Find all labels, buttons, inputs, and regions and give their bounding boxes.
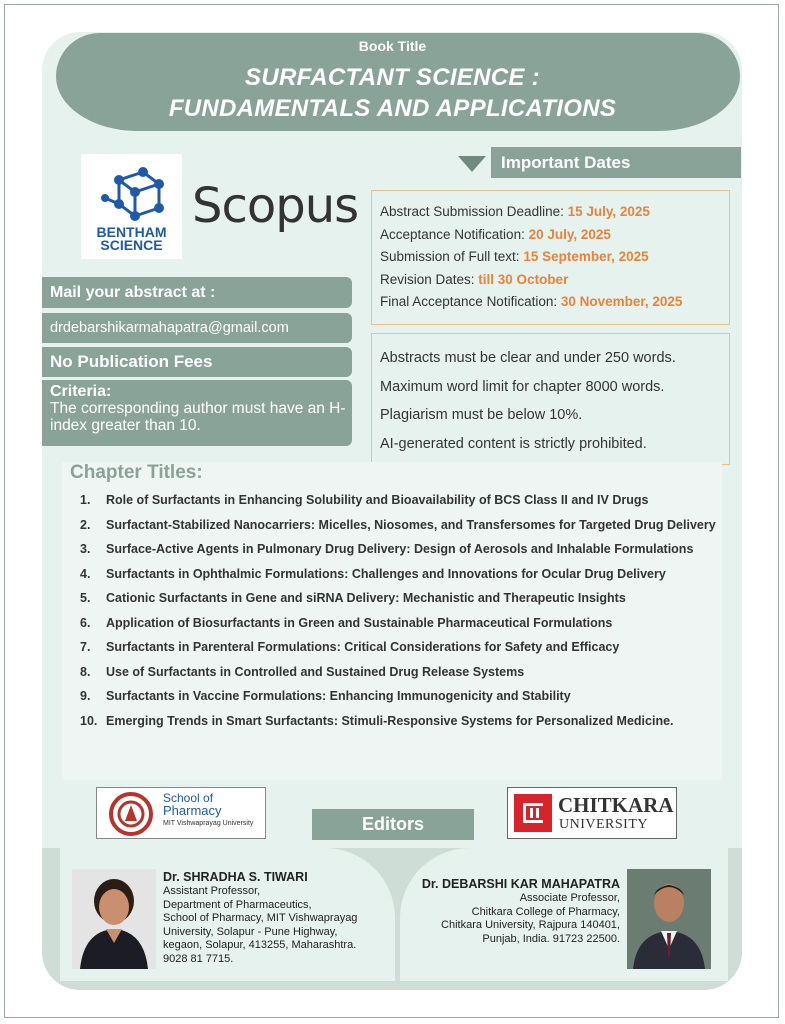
date-label: Abstract Submission Deadline: (380, 204, 568, 219)
editor1-avatar (72, 869, 156, 969)
school-university-text: MIT Vishwaprayag University (163, 820, 254, 827)
mail-abstract-label: Mail your abstract at : (42, 277, 352, 308)
date-row (380, 201, 729, 224)
date-row (380, 291, 729, 314)
list-item: 4. Surfactants in Ophthalmic Formulations: Challenges and Innovations for Ocular Drug Delivery (80, 566, 666, 581)
date-value: till 30 October (478, 271, 569, 287)
editor1-line: Department of Pharmaceutics, (163, 898, 312, 911)
list-item: 10. Emerging Trends in Smart Surfactants: Stimuli-Responsive Systems for Personalized Medicine. (80, 713, 674, 728)
criteria-label: Criteria: (50, 383, 112, 400)
list-item: 9. Surfactants in Vaccine Formulations: Enhancing Immunogenicity and Stability (80, 689, 571, 703)
school-name-line2: Pharmacy (163, 803, 222, 818)
triangle-down-icon (458, 156, 486, 172)
bentham-cube-icon (81, 158, 182, 228)
date-value: 30 November, 2025 (560, 294, 683, 309)
rule-item: Plagiarism must be below 10%. (380, 407, 583, 423)
date-label: Submission of Full text: (380, 249, 524, 264)
date-row (380, 246, 729, 269)
no-fees-notice: No Publication Fees (42, 347, 352, 377)
chitkara-university-text: UNIVERSITY (559, 817, 648, 832)
editor-photo (627, 869, 711, 969)
editor1-line: 9028 81 7715. (163, 952, 234, 965)
date-label: Final Acceptance Notification: (380, 294, 561, 309)
school-emblem-icon (107, 791, 155, 837)
book-title-line1: SURFACTANT SCIENCE : (245, 64, 540, 91)
editor1-line: Assistant Professor, (163, 885, 261, 897)
book-title (0, 62, 785, 124)
chitkara-name: CHITKARA (558, 793, 674, 817)
editor2-name: Dr. DEBARSHI KAR MAHAPATRA (421, 877, 620, 891)
list-item: 1. Role of Surfactants in Enhancing Solubility and Bioavailability of BCS Class II and IV Drugs (80, 493, 649, 507)
editor1-line: University, Solapur - Pune Highway, (163, 925, 338, 938)
contact-email[interactable]: drdebarshikarmahapatra@gmail.com (42, 313, 352, 343)
date-value: 15 September, 2025 (523, 249, 649, 264)
editor2-details (400, 876, 620, 946)
important-dates-heading: Important Dates (491, 147, 741, 178)
editor2-line: Associate Professor, (519, 892, 620, 904)
editor1-name: Dr. SHRADHA S. TIWARI (163, 870, 308, 884)
list-item: 6. Application of Biosurfactants in Green and Sustainable Pharmaceutical Formulations (80, 615, 613, 630)
editor2-avatar (627, 869, 711, 969)
criteria-box (42, 380, 352, 446)
rule-item: Maximum word limit for chapter 8000 words. (380, 378, 665, 395)
date-value: 20 July, 2025 (528, 226, 611, 242)
school-of-pharmacy-logo (96, 787, 266, 839)
editor-photo (72, 869, 156, 969)
date-row (380, 224, 729, 247)
list-item: 7. Surfactants in Parenteral Formulations: Critical Considerations for Safety and Efficacy (80, 640, 620, 654)
school-name-line1: School of (163, 791, 214, 805)
list-item: 8. Use of Surfactants in Controlled and Sustained Drug Release Systems (80, 664, 525, 679)
scopus-logo: Scopus (192, 178, 359, 234)
editor2-line: Chitkara University, Rajpura 140401, (441, 919, 620, 931)
date-label: Revision Dates: (380, 271, 479, 287)
editors-heading: Editors (312, 809, 474, 840)
rule-item: Abstracts must be clear and under 250 words. (380, 350, 676, 366)
list-item: 5. Cationic Surfactants in Gene and siRNA Delivery: Mechanistic and Therapeutic Insights (80, 591, 626, 605)
editor2-line: Chitkara College of Pharmacy, (471, 905, 620, 918)
criteria-text: The corresponding author must have an H-index greater than 10. (50, 400, 346, 434)
list-item: 3. Surface-Active Agents in Pulmonary Drug Delivery: Design of Aerosols and Inhalable Formulations (80, 542, 694, 556)
bentham-logo-text: BENTHAM SCIENCE (96, 224, 167, 253)
editor2-line: Punjab, India. 91723 22500. (482, 932, 620, 945)
date-row (380, 269, 729, 292)
date-label: Acceptance Notification: (380, 226, 529, 242)
chitkara-emblem-icon (514, 794, 552, 832)
submission-rules-box (371, 333, 730, 465)
editor1-line: School of Pharmacy, MIT Vishwaprayag (163, 912, 358, 924)
important-dates-box (371, 190, 730, 325)
editor1-details (163, 869, 398, 966)
chitkara-university-logo (507, 787, 677, 839)
rule-item: AI-generated content is strictly prohibited. (380, 435, 647, 452)
date-value: 15 July, 2025 (567, 204, 650, 219)
chapter-list (80, 488, 730, 733)
book-title-label: Book Title (358, 38, 427, 54)
editor1-line: kegaon, Solapur, 413255, Maharashtra. (163, 939, 357, 951)
bentham-science-logo (81, 154, 182, 259)
book-title-line2: FUNDAMENTALS AND APPLICATIONS (168, 95, 617, 122)
list-item: 2. Surfactant-Stabilized Nanocarriers: Micelles, Niosomes, and Transfersomes for Targeted Drug Delivery (80, 517, 716, 532)
chapter-titles-heading: Chapter Titles: (70, 462, 203, 483)
